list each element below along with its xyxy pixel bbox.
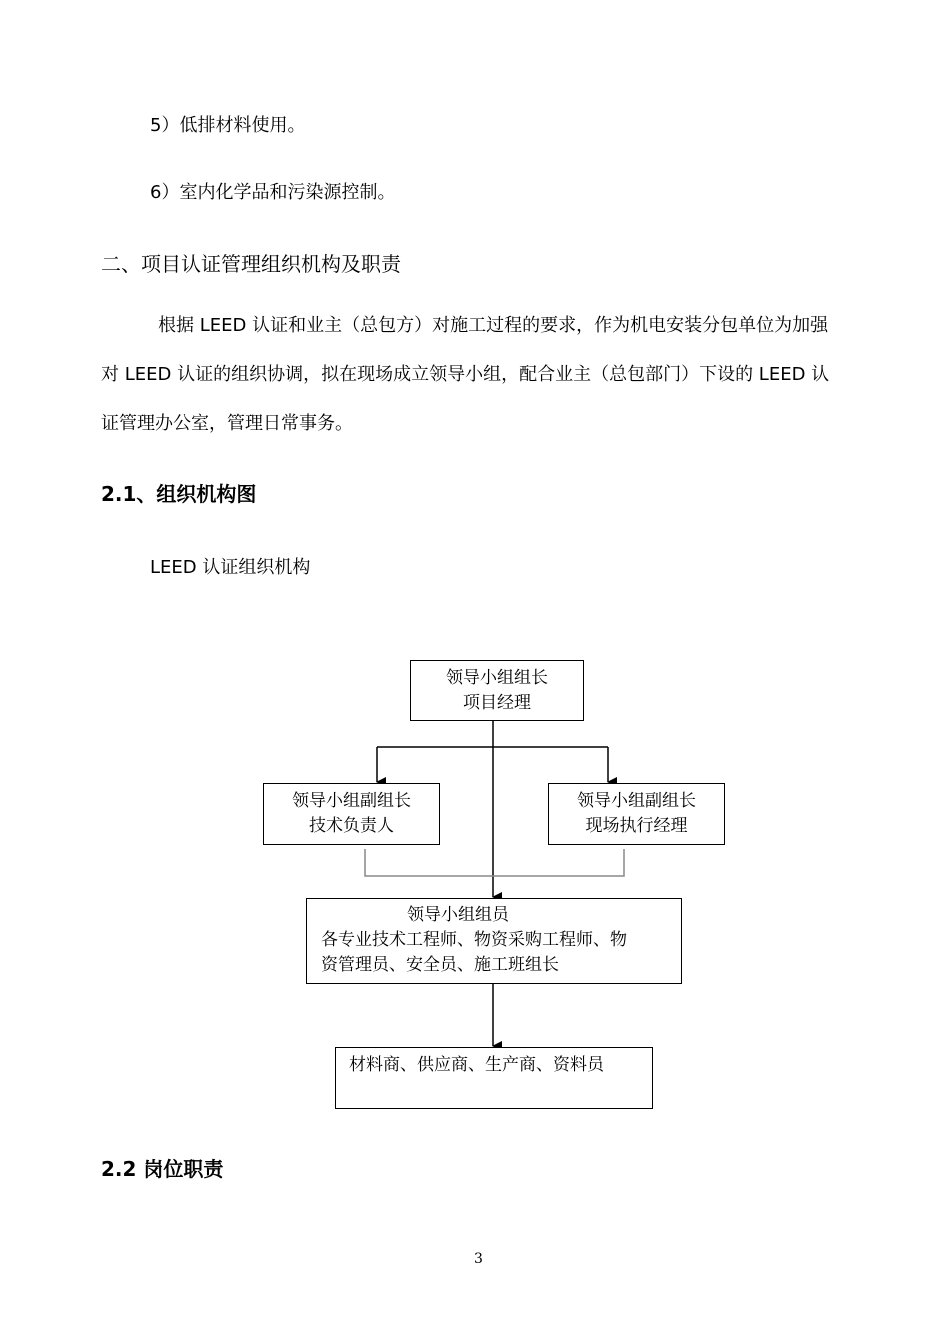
leader-title: 领导小组组长 xyxy=(446,668,548,688)
paragraph-line-3: 证管理办公室，管理日常事务。 xyxy=(101,413,353,434)
deputy-tech-role: 技术负责人 xyxy=(309,816,394,836)
list-item-5: 5）低排材料使用。 xyxy=(150,115,306,136)
members-title: 领导小组组员 xyxy=(407,905,509,925)
section-2-2-heading: 2.2 岗位职责 xyxy=(101,1157,224,1181)
deputy-tech-box xyxy=(263,783,440,845)
paragraph-line-2: 对 LEED 认证的组织协调，拟在现场成立领导小组，配合业主（总包部门）下设的 LEED 认 xyxy=(101,364,830,385)
deputy-site-title: 领导小组副组长 xyxy=(577,791,696,811)
page-number: 3 xyxy=(474,1251,483,1267)
suppliers-list: 材料商、供应商、生产商、资料员 xyxy=(349,1055,604,1075)
list-item-6: 6）室内化学品和污染源控制。 xyxy=(150,182,396,203)
members-box xyxy=(306,898,682,984)
deputy-tech-title: 领导小组副组长 xyxy=(292,791,411,811)
deputy-site-role: 现场执行经理 xyxy=(585,816,688,836)
deputies-connector xyxy=(365,849,624,876)
members-list-line-2: 资管理员、安全员、施工班组长 xyxy=(321,955,559,975)
section-2-1-heading: 2.1、组织机构图 xyxy=(101,482,257,506)
deputy-site-box xyxy=(548,783,725,845)
members-list-line-1: 各专业技术工程师、物资采购工程师、物 xyxy=(321,930,627,950)
paragraph-line-1: 根据 LEED 认证和业主（总包方）对施工过程的要求，作为机电安装分包单位为加强 xyxy=(158,315,829,336)
suppliers-box xyxy=(335,1047,653,1109)
chart-caption: LEED 认证组织机构 xyxy=(150,557,311,578)
leader-role: 项目经理 xyxy=(463,693,531,713)
leader-box xyxy=(410,660,584,721)
section-2-heading: 二、项目认证管理组织机构及职责 xyxy=(101,252,401,276)
